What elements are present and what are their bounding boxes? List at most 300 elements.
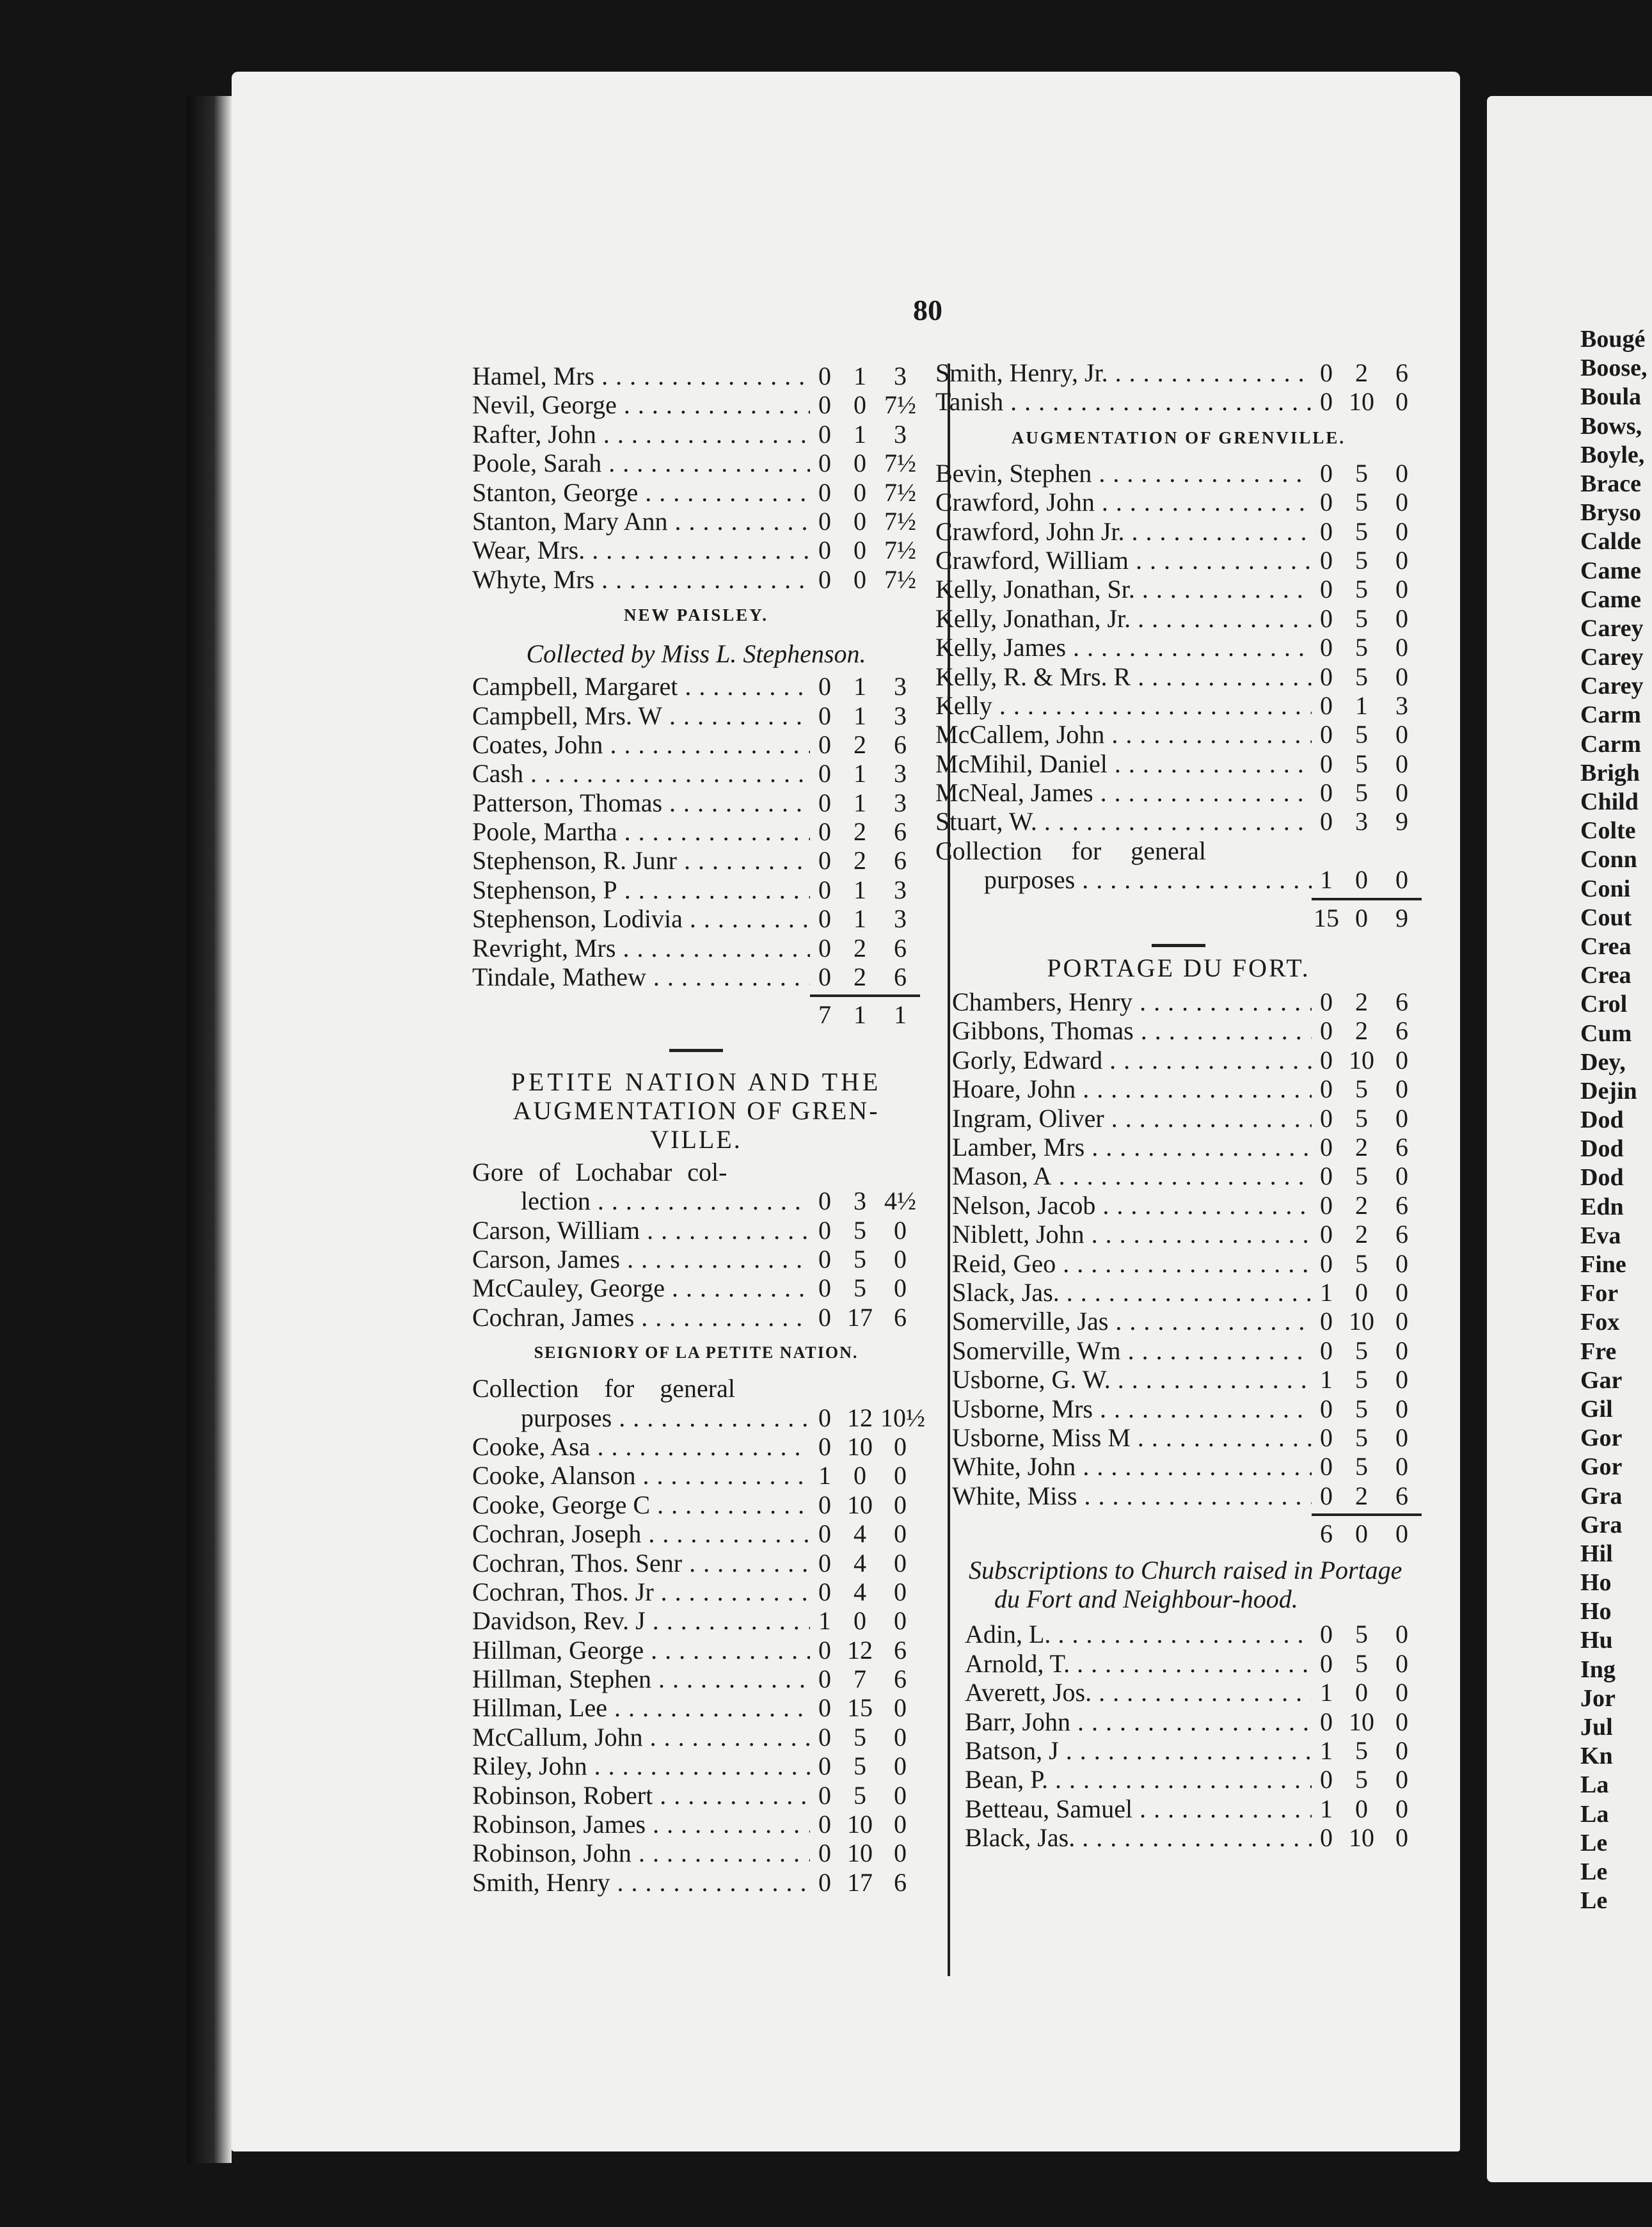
adjacent-fragment: Ho [1580,1598,1612,1625]
entry-row [472,1216,920,1245]
pence: 6 [1395,987,1408,1017]
pounds: 0 [1320,1423,1333,1452]
pence: 0 [1395,575,1408,604]
pounds: 0 [1320,987,1333,1017]
pence: 3 [1395,690,1408,720]
shillings: 5 [1355,575,1368,604]
adjacent-fragment: Gor [1580,1453,1623,1481]
pence: 6 [1395,1016,1408,1046]
pounds: 0 [818,1490,831,1519]
pounds: 0 [1320,358,1333,387]
adjacent-fragment: Cum [1580,1019,1632,1047]
shillings: 5 [1355,516,1368,546]
entry-row [952,1074,1422,1103]
pounds: 0 [1320,1707,1333,1736]
pence: 0 [1395,488,1408,517]
entry-name: Stanton, George . . . [472,478,810,507]
pounds: 0 [818,1635,831,1664]
pounds: 0 [818,788,831,817]
entry-name: Gibbons, Thomas . . . [952,1016,1312,1045]
pounds: 0 [1320,1823,1333,1853]
entry-amount [1312,517,1422,546]
entry-amount [810,1490,920,1519]
adjacent-fragment: Dod [1580,1164,1624,1192]
grenville-heading: AUGMENTATION OF GRENVILLE. [1011,427,1346,447]
pence: 0 [1395,1678,1408,1707]
entry-row [472,1839,920,1867]
entry-row [472,730,920,759]
pence: 3 [894,701,907,730]
entry-name: White, Miss . . . [952,1481,1312,1510]
pence: 0 [894,1215,907,1245]
pence: 6 [894,933,907,962]
pence: 0 [1395,1365,1408,1394]
shillings: 5 [854,1780,866,1810]
adjacent-fragment: La [1580,1771,1609,1799]
page-number: 80 [913,294,942,326]
pence: 7½ [884,449,916,478]
entry-name: Mason, A . . . [952,1161,1312,1190]
entry-amount [1312,987,1422,1016]
entry-row [472,1273,920,1302]
entry-amount [810,1216,920,1245]
adjacent-fragment: Bougé [1580,326,1646,353]
pence: 0 [1395,1423,1408,1452]
shillings: 1 [854,904,866,934]
entry-amount [810,1273,920,1302]
entry-name: Betteau, Samuel . . . [965,1794,1312,1823]
pence: 0 [894,1548,907,1577]
seigniory-entries [472,1432,920,1897]
pounds: 0 [818,1810,831,1839]
pounds: 0 [818,1432,831,1461]
entry-name: Patterson, Thomas . . . [472,788,810,817]
adjacent-fragment: Carey [1580,644,1644,671]
entry-amount [1312,1678,1422,1707]
pence: 0 [1395,1249,1408,1278]
pounds: 1 [1320,1277,1333,1307]
entry-name: Carson, William . . . [472,1216,810,1245]
entry-row [472,536,920,564]
pounds: 0 [1320,545,1333,575]
entry-row [935,720,1422,749]
entry-amount [1312,1649,1422,1678]
adjacent-fragment: Edn [1580,1193,1624,1220]
shillings: 17 [847,1867,873,1897]
adjacent-fragment: Gar [1580,1366,1623,1394]
entry-name: Black, Jas. . . . [965,1823,1312,1852]
adjacent-fragment: Cout [1580,904,1632,931]
shillings: 0 [854,564,866,594]
adjacent-fragment: Hil [1580,1540,1613,1567]
pence: 7½ [884,390,916,420]
entry-name: Hillman, George . . . [472,1636,810,1664]
entry-name: Hoare, John . . . [952,1074,1312,1103]
entry-row [472,672,920,701]
entry-row [472,1606,920,1635]
pence: 7½ [884,506,916,536]
adjacent-fragment: Fox [1580,1309,1620,1336]
shillings: 5 [1355,662,1368,691]
entry-name: Reid, Geo . . . [952,1249,1312,1278]
shillings: 2 [854,933,866,962]
entry-name: Cochran, Thos. Senr . . . [472,1549,810,1577]
pounds: 1 [1320,1736,1333,1766]
shillings: 2 [1355,1481,1368,1510]
pounds: 1 [1320,1678,1333,1707]
pounds: 0 [818,730,831,759]
entry-name: White, John . . . [952,1452,1312,1481]
pounds: 0 [1320,1620,1333,1649]
shillings: 5 [1355,1336,1368,1365]
entry-row [952,1249,1422,1278]
entry-name: McCallum, John . . . [472,1723,810,1752]
pence: 6 [894,1664,907,1694]
entry-row [472,701,920,730]
section-divider [1152,944,1205,947]
shillings: 5 [1355,633,1368,662]
entry-amount [1312,488,1422,516]
section-divider [669,1049,723,1052]
entry-row [965,1620,1422,1648]
pounds: 0 [1320,633,1333,662]
entry-row [472,565,920,594]
entry-amount [810,788,920,817]
entry-name: Kelly, Jonathan, Jr. . . . [935,604,1312,633]
pence: 7½ [884,536,916,565]
entry-amount [810,1752,920,1780]
entry-name: Cochran, James . . . [472,1303,810,1332]
entry-row [935,633,1422,662]
entry-row [935,488,1422,516]
pounds: 0 [818,1752,831,1781]
entry-amount [1312,1161,1422,1190]
pence: 0 [1395,603,1408,633]
pounds: 0 [1320,1336,1333,1365]
entry-name: Kelly . . . [935,691,1312,720]
adjacent-fragment: Dod [1580,1106,1624,1134]
pounds: 0 [1320,720,1333,749]
entry-amount [1312,387,1422,416]
pounds: 0 [1320,662,1333,691]
entry-amount [1312,807,1422,836]
shillings: 2 [854,817,866,847]
pounds: 0 [1320,1648,1333,1678]
entry-amount [810,904,920,933]
shillings: 5 [1355,1620,1368,1649]
entry-row [952,1016,1422,1045]
grenville-collection-line-2: purposes . . . 1 0 0 [935,865,1422,894]
entry-amount [810,846,920,875]
pence: 0 [1395,387,1408,417]
pounds: 0 [818,1664,831,1694]
pence: 3 [894,788,907,817]
pounds: 0 [818,1548,831,1577]
entry-row [935,387,1422,416]
shillings: 5 [854,1244,866,1273]
pence: 0 [1395,749,1408,778]
entry-name: Lamber, Mrs . . . [952,1133,1312,1161]
shillings: 10 [847,1432,873,1461]
pounds: 0 [818,962,831,992]
entry-name: Hamel, Mrs . . . [472,362,810,390]
pence: 0 [1395,1620,1408,1649]
shillings: 2 [854,962,866,992]
pounds: 0 [1320,1045,1333,1074]
entry-amount [810,1723,920,1752]
right-top-entries [935,358,1422,417]
adjacent-page-text [1580,325,1652,1915]
entry-row [472,390,920,419]
pounds: 0 [1320,1190,1333,1220]
entry-row [935,546,1422,575]
pence: 0 [1395,633,1408,662]
pence: 3 [894,672,907,701]
entry-name: Arnold, T. . . . [965,1649,1312,1678]
shillings: 1 [1355,690,1368,720]
entry-name: Usborne, Mrs . . . [952,1394,1312,1423]
shillings: 5 [1355,1074,1368,1104]
entry-amount [1312,1365,1422,1394]
entry-amount [1312,459,1422,488]
entry-row [472,1432,920,1461]
pence: 0 [1395,1307,1408,1336]
pounds: 0 [818,1215,831,1245]
pounds: 1 [1320,1365,1333,1394]
entry-row [952,1161,1422,1190]
pence: 6 [1395,358,1408,387]
pounds: 0 [1320,1481,1333,1510]
adjacent-fragment: Jor [1580,1684,1616,1712]
pence: 0 [894,1461,907,1490]
pence: 0 [1395,778,1408,808]
shillings: 0 [1355,1794,1368,1823]
adjacent-fragment: Came [1580,586,1641,613]
portage-entries-wrap [935,987,1422,1548]
shillings: 5 [1355,1423,1368,1452]
entry-row [952,1133,1422,1161]
entry-row [472,449,920,477]
adjacent-fragment: Brigh [1580,759,1640,786]
pence: 7½ [884,564,916,594]
pence: 6 [894,1302,907,1332]
shillings: 5 [1355,603,1368,633]
pence: 3 [894,875,907,904]
pence: 6 [1395,1481,1408,1510]
pounds: 0 [1320,1103,1333,1133]
pence: 0 [1395,1823,1408,1853]
shillings: 5 [854,1752,866,1781]
pence: 0 [894,1752,907,1781]
entry-row [472,1723,920,1752]
pounds: 0 [1320,1132,1333,1161]
shillings: 0 [854,536,866,565]
entry-name: Stephenson, Lodivia . . . [472,904,810,933]
collection-line-1: Collection for general [472,1374,735,1403]
entry-row [472,1577,920,1606]
entry-row [472,934,920,962]
adjacent-fragment: Kn [1580,1743,1613,1770]
entry-name: Robinson, John . . . [472,1839,810,1867]
grenville-entries [935,459,1422,836]
pence: 0 [894,1244,907,1273]
entry-row [935,807,1422,836]
entry-row [472,1519,920,1548]
entry-name: Batson, J . . . [965,1736,1312,1765]
shillings: 2 [1355,987,1368,1017]
entry-row [952,1191,1422,1220]
shillings: 5 [1355,1765,1368,1794]
entry-name: Robinson, James . . . [472,1810,810,1839]
pounds: 0 [1320,807,1333,836]
entry-amount [810,730,920,759]
entry-amount [810,536,920,564]
entry-amount [810,1432,920,1461]
shillings: 5 [1355,545,1368,575]
shillings: 0 [854,449,866,478]
entry-name: Campbell, Mrs. W . . . [472,701,810,730]
pounds: 0 [818,1722,831,1752]
pence: 0 [894,1839,907,1868]
total-rule [952,1510,1422,1519]
entry-row [472,1490,920,1519]
collected-by-note: Collected by Miss L. Stephenson. [526,639,866,669]
pounds: 0 [818,904,831,934]
entry-row [965,1794,1422,1823]
shillings: 2 [1355,1220,1368,1249]
entry-row [472,875,920,904]
adjacent-fragment: Ho [1580,1569,1612,1597]
entry-amount [1312,1191,1422,1220]
shillings: 5 [1355,458,1368,488]
entry-row [472,1664,920,1693]
adjacent-fragment: Conn [1580,846,1637,874]
shillings: 2 [1355,1132,1368,1161]
pounds: 0 [818,1302,831,1332]
entry-amount [1312,749,1422,778]
pounds: 1 [818,1606,831,1636]
entry-row [472,788,920,817]
pence: 6 [894,1867,907,1897]
shillings: 1 [854,788,866,817]
subscriptions-entries [965,1620,1422,1852]
pounds: 0 [818,1780,831,1810]
pence: 0 [894,1273,907,1303]
entry-amount [1312,1220,1422,1249]
entry-amount [810,362,920,390]
adjacent-fragment: Carm [1580,730,1641,758]
shillings: 5 [1355,1365,1368,1394]
pounds: 0 [1320,516,1333,546]
pence: 0 [1395,662,1408,691]
shillings: 15 [847,1693,873,1723]
adjacent-fragment: Hu [1580,1627,1613,1654]
entry-amount [1312,1046,1422,1074]
seigniory-heading: SEIGNIORY OF LA PETITE NATION. [534,1343,859,1362]
entry-name: Somerville, Jas . . . [952,1307,1312,1336]
portage-heading: PORTAGE DU FORT. [1047,954,1310,983]
entry-name: Cash . . . [472,759,810,788]
entry-row [952,1452,1422,1481]
pounds: 0 [1320,387,1333,417]
shillings: 5 [1355,778,1368,808]
entry-name: McMihil, Daniel . . . [935,749,1312,778]
adjacent-fragment: Dod [1580,1135,1624,1163]
shillings: 7 [854,1664,866,1694]
entry-amount [1312,1620,1422,1648]
entry-name: Nevil, George . . . [472,390,810,419]
entry-row [952,1104,1422,1133]
pence: 0 [1395,1336,1408,1365]
entry-amount [810,449,920,477]
pounds: 0 [1320,749,1333,778]
entry-row [472,420,920,449]
entry-row [472,962,920,991]
entry-name: Gorly, Edward . . . [952,1046,1312,1074]
entry-amount [1312,358,1422,387]
entry-row [472,507,920,536]
adjacent-fragment: Boose, [1580,355,1648,382]
shillings: 0 [854,390,866,420]
entry-row [965,1765,1422,1794]
shillings: 5 [854,1273,866,1303]
shillings: 5 [1355,1249,1368,1278]
pence: 6 [894,846,907,875]
entry-amount [810,1693,920,1722]
entry-amount [810,1519,920,1548]
petite-nation-heading: PETITE NATION AND THE AUGMENTATION OF GREN- VILLE. [511,1067,882,1154]
pounds: 0 [1320,1074,1333,1104]
entry-row [935,749,1422,778]
shillings: 2 [1355,358,1368,387]
pence: 0 [1395,1736,1408,1766]
shillings: 0 [854,1461,866,1490]
shillings: 10 [1349,387,1374,417]
pence: 0 [1395,1161,1408,1191]
pounds: 0 [1320,1161,1333,1191]
shillings: 1 [854,759,866,788]
entry-amount [1312,778,1422,807]
shillings: 1 [854,701,866,730]
entry-row [472,1693,920,1722]
entry-row [472,1303,920,1332]
adjacent-fragment: Crea [1580,962,1632,989]
entry-amount [1312,1823,1422,1852]
entry-amount [1312,1481,1422,1510]
entry-amount [810,875,920,904]
pounds: 0 [1320,1307,1333,1336]
entry-row [935,459,1422,488]
entry-amount [1312,546,1422,575]
entry-amount [1312,633,1422,662]
pence: 6 [1395,1190,1408,1220]
entry-name: Whyte, Mrs . . . [472,565,810,594]
entry-amount [810,390,920,419]
entry-amount [1312,1765,1422,1794]
entry-name: Barr, John . . . [965,1707,1312,1736]
shillings: 10 [1349,1707,1374,1736]
pounds: 0 [818,672,831,701]
entry-row [952,1046,1422,1074]
pounds: 0 [1320,603,1333,633]
shillings: 2 [854,846,866,875]
entry-row [965,1736,1422,1765]
shillings: 5 [1355,1103,1368,1133]
shillings: 0 [1355,1277,1368,1307]
pounds: 0 [818,1273,831,1303]
entry-name: Revright, Mrs . . . [472,934,810,962]
portage-total: 6 0 0 [1320,1519,1408,1549]
